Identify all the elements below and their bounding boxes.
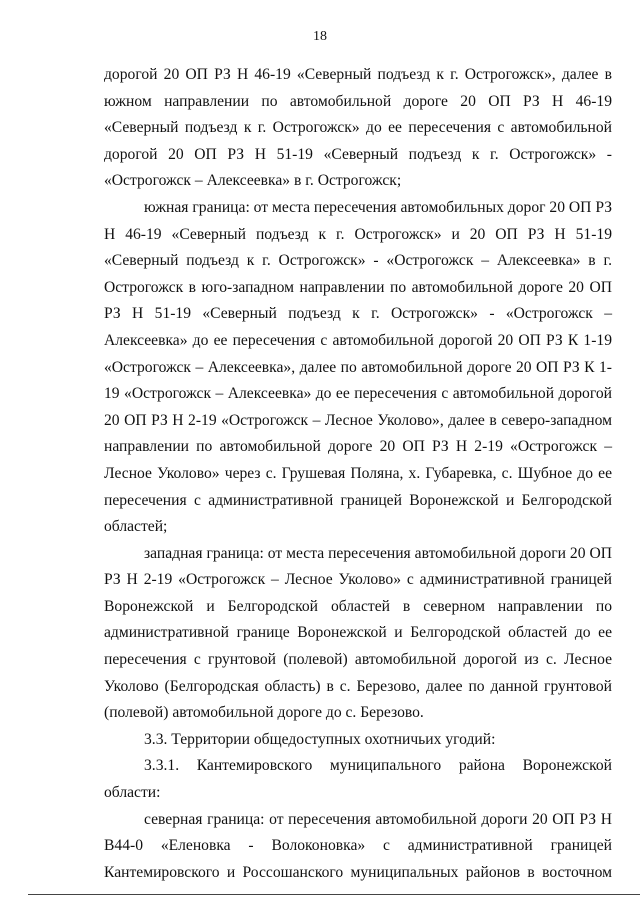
section-heading-3-3-1: 3.3.1. Кантемировского муниципального района Воронежской области:	[104, 757, 612, 802]
section-heading-3-3: 3.3. Территории общедоступных охотничьих угодий:	[144, 730, 496, 748]
paragraph-west-border: западная граница: от места пересечения автомобильной дороги 20 ОП РЗ Н 2-19 «Острогожск – Лесное Уколово» с административной границей Воронежской и Белгородской областей в северном направлении по административной границе Воронежской и Белгородской областей до ее пересечения с грунтовой (полевой) автомобильной дорогой из с. Лесное Уколово (Белгородская область) в с. Березово, далее по данной грунтовой (полевой) автомобильной дороге до с. Березово.	[104, 544, 612, 722]
paragraph-continuation: дорогой 20 ОП РЗ Н 46-19 «Северный подъезд к г. Острогожск», далее в южном направлении по автомобильной дороге 20 ОП РЗ Н 46-19 «Северный подъезд к г. Острогожск» до ее пересечения с автомобильной дорогой 20 ОП РЗ Н 51-19 «Северный подъезд к г. Острогожск» - «Острогожск – Алексеевка» в г. Острогожск;	[104, 66, 612, 190]
paragraph-north-border: северная граница: от пересечения автомобильной дороги 20 ОП РЗ Н В44-0 «Еленовка - Волоконовка» с административной границей Кантемировского и Россошанского муниципальных районов в восточном	[104, 810, 612, 881]
page-bottom-edge	[28, 894, 640, 895]
page-number: 18	[313, 29, 327, 44]
document-body	[104, 62, 612, 886]
paragraph-south-border: южная граница: от места пересечения автомобильных дорог 20 ОП РЗ Н 46-19 «Северный подъезд к г. Острогожск» и 20 ОП РЗ Н 51-19 «Северный подъезд к г. Острогожск» - «Острогожск – Алексеевка» в г. Острогожск в юго-западном направлении по автомобильной дороге 20 ОП РЗ Н 51-19 «Северный подъезд к г. Острогожск» - «Острогожск – Алексеевка» до ее пересечения с автомобильной дорогой 20 ОП РЗ К 1-19 «Острогожск – Алексеевка», далее по автомобильной дороге 20 ОП РЗ К 1-19 «Острогожск – Алексеевка» до ее пересечения с автомобильной дорогой 20 ОП РЗ Н 2-19 «Острогожск – Лесное Уколово», далее в северо-западном направлении по автомобильной дороге 20 ОП РЗ Н 2-19 «Острогожск – Лесное Уколово» через с. Грушевая Поляна, х. Губаревка, с. Шубное до ее пересечения с административной границей Воронежской и Белгородской областей;	[104, 198, 613, 536]
